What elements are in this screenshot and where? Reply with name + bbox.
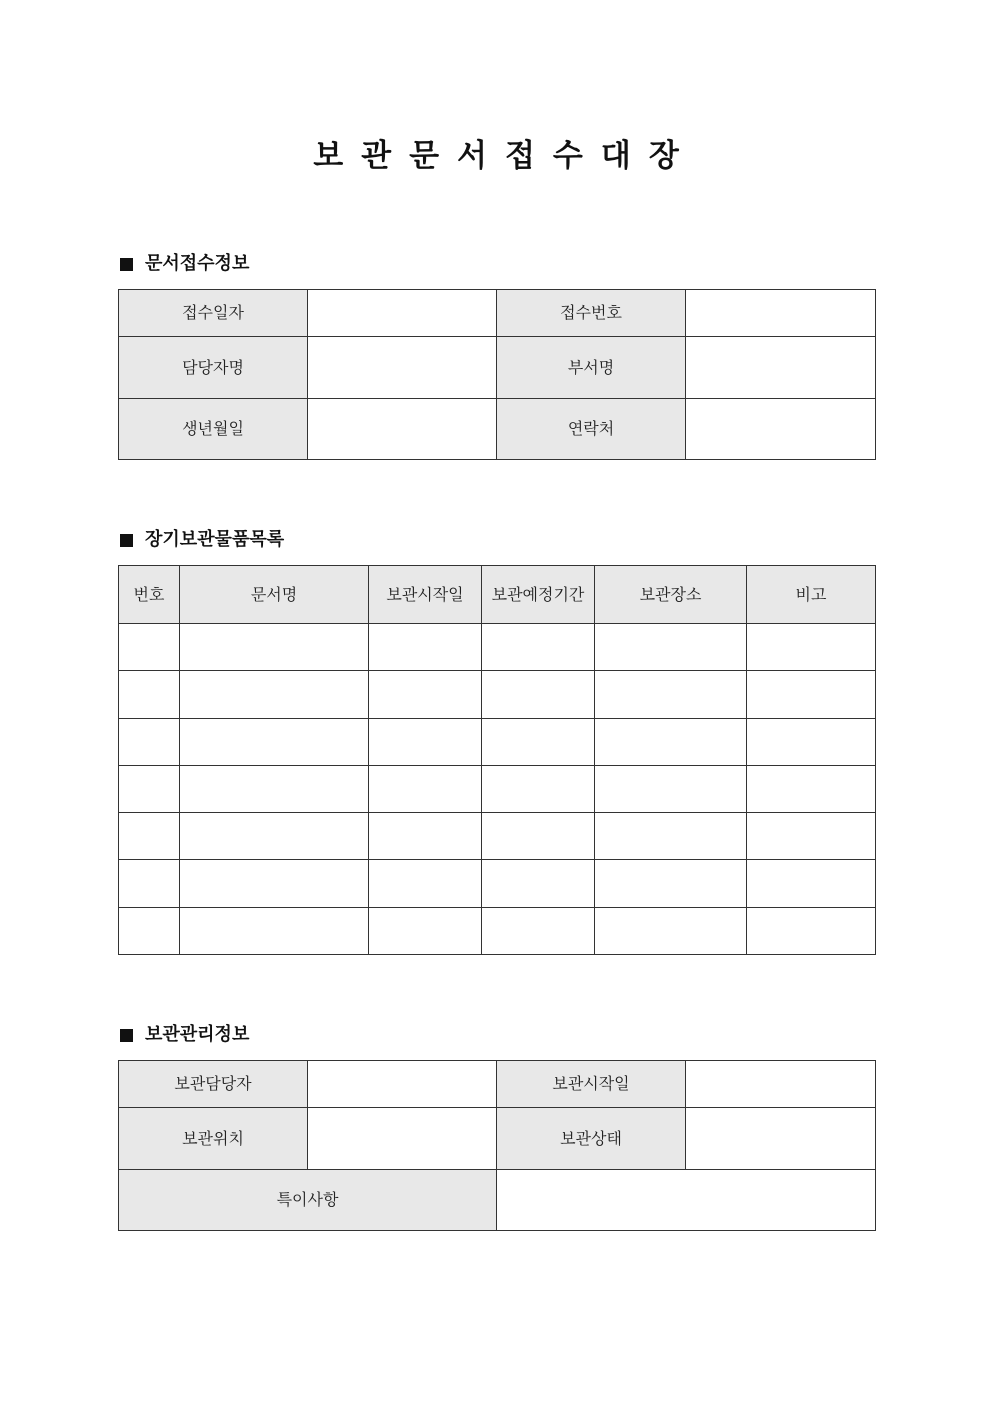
table-cell[interactable] bbox=[180, 908, 369, 955]
table-cell[interactable] bbox=[482, 766, 595, 813]
table-cell[interactable] bbox=[180, 766, 369, 813]
table-cell[interactable] bbox=[482, 624, 595, 671]
storage-start-date-field[interactable] bbox=[686, 1061, 876, 1108]
table-cell[interactable] bbox=[747, 624, 876, 671]
document-title: 보관문서접수대장 bbox=[313, 138, 697, 174]
table-cell[interactable] bbox=[369, 624, 482, 671]
table-cell[interactable] bbox=[595, 671, 747, 719]
table-cell[interactable] bbox=[369, 813, 482, 860]
table-cell[interactable] bbox=[369, 766, 482, 813]
table-cell[interactable] bbox=[595, 624, 747, 671]
section-heading-management bbox=[120, 1023, 249, 1047]
table-cell[interactable] bbox=[180, 624, 369, 671]
table-cell[interactable] bbox=[119, 908, 180, 955]
table-cell[interactable] bbox=[180, 719, 369, 766]
column-header-number: 번호 bbox=[119, 566, 180, 624]
section-heading-receipt-label: 문서접수정보 bbox=[145, 253, 250, 274]
table-cell[interactable] bbox=[482, 813, 595, 860]
receipt-info-table bbox=[118, 289, 876, 460]
table-row bbox=[119, 1061, 876, 1108]
section-heading-management-label: 보관관리정보 bbox=[145, 1024, 250, 1045]
table-cell[interactable] bbox=[595, 766, 747, 813]
black-square-icon bbox=[120, 258, 133, 271]
table-cell[interactable] bbox=[369, 719, 482, 766]
receipt-date-field[interactable] bbox=[308, 290, 497, 337]
remarks-field[interactable] bbox=[497, 1170, 876, 1231]
receipt-number-field[interactable] bbox=[686, 290, 876, 337]
management-info-table bbox=[118, 1060, 876, 1231]
table-cell[interactable] bbox=[747, 860, 876, 908]
table-cell[interactable] bbox=[747, 766, 876, 813]
storage-location-label: 보관위치 bbox=[119, 1108, 308, 1170]
storage-status-label: 보관상태 bbox=[497, 1108, 686, 1170]
table-row bbox=[119, 813, 876, 860]
table-cell[interactable] bbox=[595, 860, 747, 908]
table-cell[interactable] bbox=[119, 860, 180, 908]
table-cell[interactable] bbox=[119, 813, 180, 860]
table-row bbox=[119, 671, 876, 719]
remarks-label: 특이사항 bbox=[119, 1170, 497, 1231]
table-cell[interactable] bbox=[595, 719, 747, 766]
storage-status-field[interactable] bbox=[686, 1108, 876, 1170]
table-row bbox=[119, 860, 876, 908]
table-cell[interactable] bbox=[369, 860, 482, 908]
table-cell[interactable] bbox=[369, 908, 482, 955]
birth-date-field[interactable] bbox=[308, 399, 497, 460]
storage-location-field[interactable] bbox=[308, 1108, 497, 1170]
table-cell[interactable] bbox=[595, 813, 747, 860]
section-heading-items-label: 장기보관물품목록 bbox=[145, 529, 285, 550]
table-cell[interactable] bbox=[482, 671, 595, 719]
section-heading-receipt bbox=[120, 252, 249, 276]
table-cell[interactable] bbox=[180, 671, 369, 719]
table-cell[interactable] bbox=[180, 813, 369, 860]
black-square-icon bbox=[120, 1029, 133, 1042]
table-cell[interactable] bbox=[180, 860, 369, 908]
storage-start-date-label: 보관시작일 bbox=[497, 1061, 686, 1108]
table-cell[interactable] bbox=[747, 671, 876, 719]
table-row bbox=[119, 399, 876, 460]
department-name-label: 부서명 bbox=[497, 337, 686, 399]
table-header-row bbox=[119, 566, 876, 624]
black-square-icon bbox=[120, 534, 133, 547]
table-row bbox=[119, 624, 876, 671]
table-row bbox=[119, 1108, 876, 1170]
table-cell[interactable] bbox=[482, 908, 595, 955]
column-header-start-date: 보관시작일 bbox=[369, 566, 482, 624]
manager-name-label: 담당자명 bbox=[119, 337, 308, 399]
table-row bbox=[119, 719, 876, 766]
manager-name-field[interactable] bbox=[308, 337, 497, 399]
custodian-label: 보관담당자 bbox=[119, 1061, 308, 1108]
column-header-planned-period: 보관예정기간 bbox=[482, 566, 595, 624]
receipt-number-label: 접수번호 bbox=[497, 290, 686, 337]
table-row bbox=[119, 1170, 876, 1231]
table-cell[interactable] bbox=[119, 766, 180, 813]
table-cell[interactable] bbox=[595, 908, 747, 955]
birth-date-label: 생년월일 bbox=[119, 399, 308, 460]
table-cell[interactable] bbox=[747, 719, 876, 766]
department-name-field[interactable] bbox=[686, 337, 876, 399]
receipt-date-label: 접수일자 bbox=[119, 290, 308, 337]
items-list-table bbox=[118, 565, 876, 955]
column-header-document-name: 문서명 bbox=[180, 566, 369, 624]
contact-field[interactable] bbox=[686, 399, 876, 460]
table-cell[interactable] bbox=[369, 671, 482, 719]
table-cell[interactable] bbox=[747, 813, 876, 860]
table-cell[interactable] bbox=[119, 719, 180, 766]
column-header-location: 보관장소 bbox=[595, 566, 747, 624]
column-header-remarks: 비고 bbox=[747, 566, 876, 624]
table-row bbox=[119, 290, 876, 337]
table-cell[interactable] bbox=[119, 671, 180, 719]
table-row bbox=[119, 766, 876, 813]
custodian-field[interactable] bbox=[308, 1061, 497, 1108]
section-heading-items bbox=[120, 528, 284, 552]
table-row bbox=[119, 337, 876, 399]
table-row bbox=[119, 908, 876, 955]
table-cell[interactable] bbox=[482, 860, 595, 908]
table-cell[interactable] bbox=[482, 719, 595, 766]
table-cell[interactable] bbox=[119, 624, 180, 671]
contact-label: 연락처 bbox=[497, 399, 686, 460]
table-cell[interactable] bbox=[747, 908, 876, 955]
